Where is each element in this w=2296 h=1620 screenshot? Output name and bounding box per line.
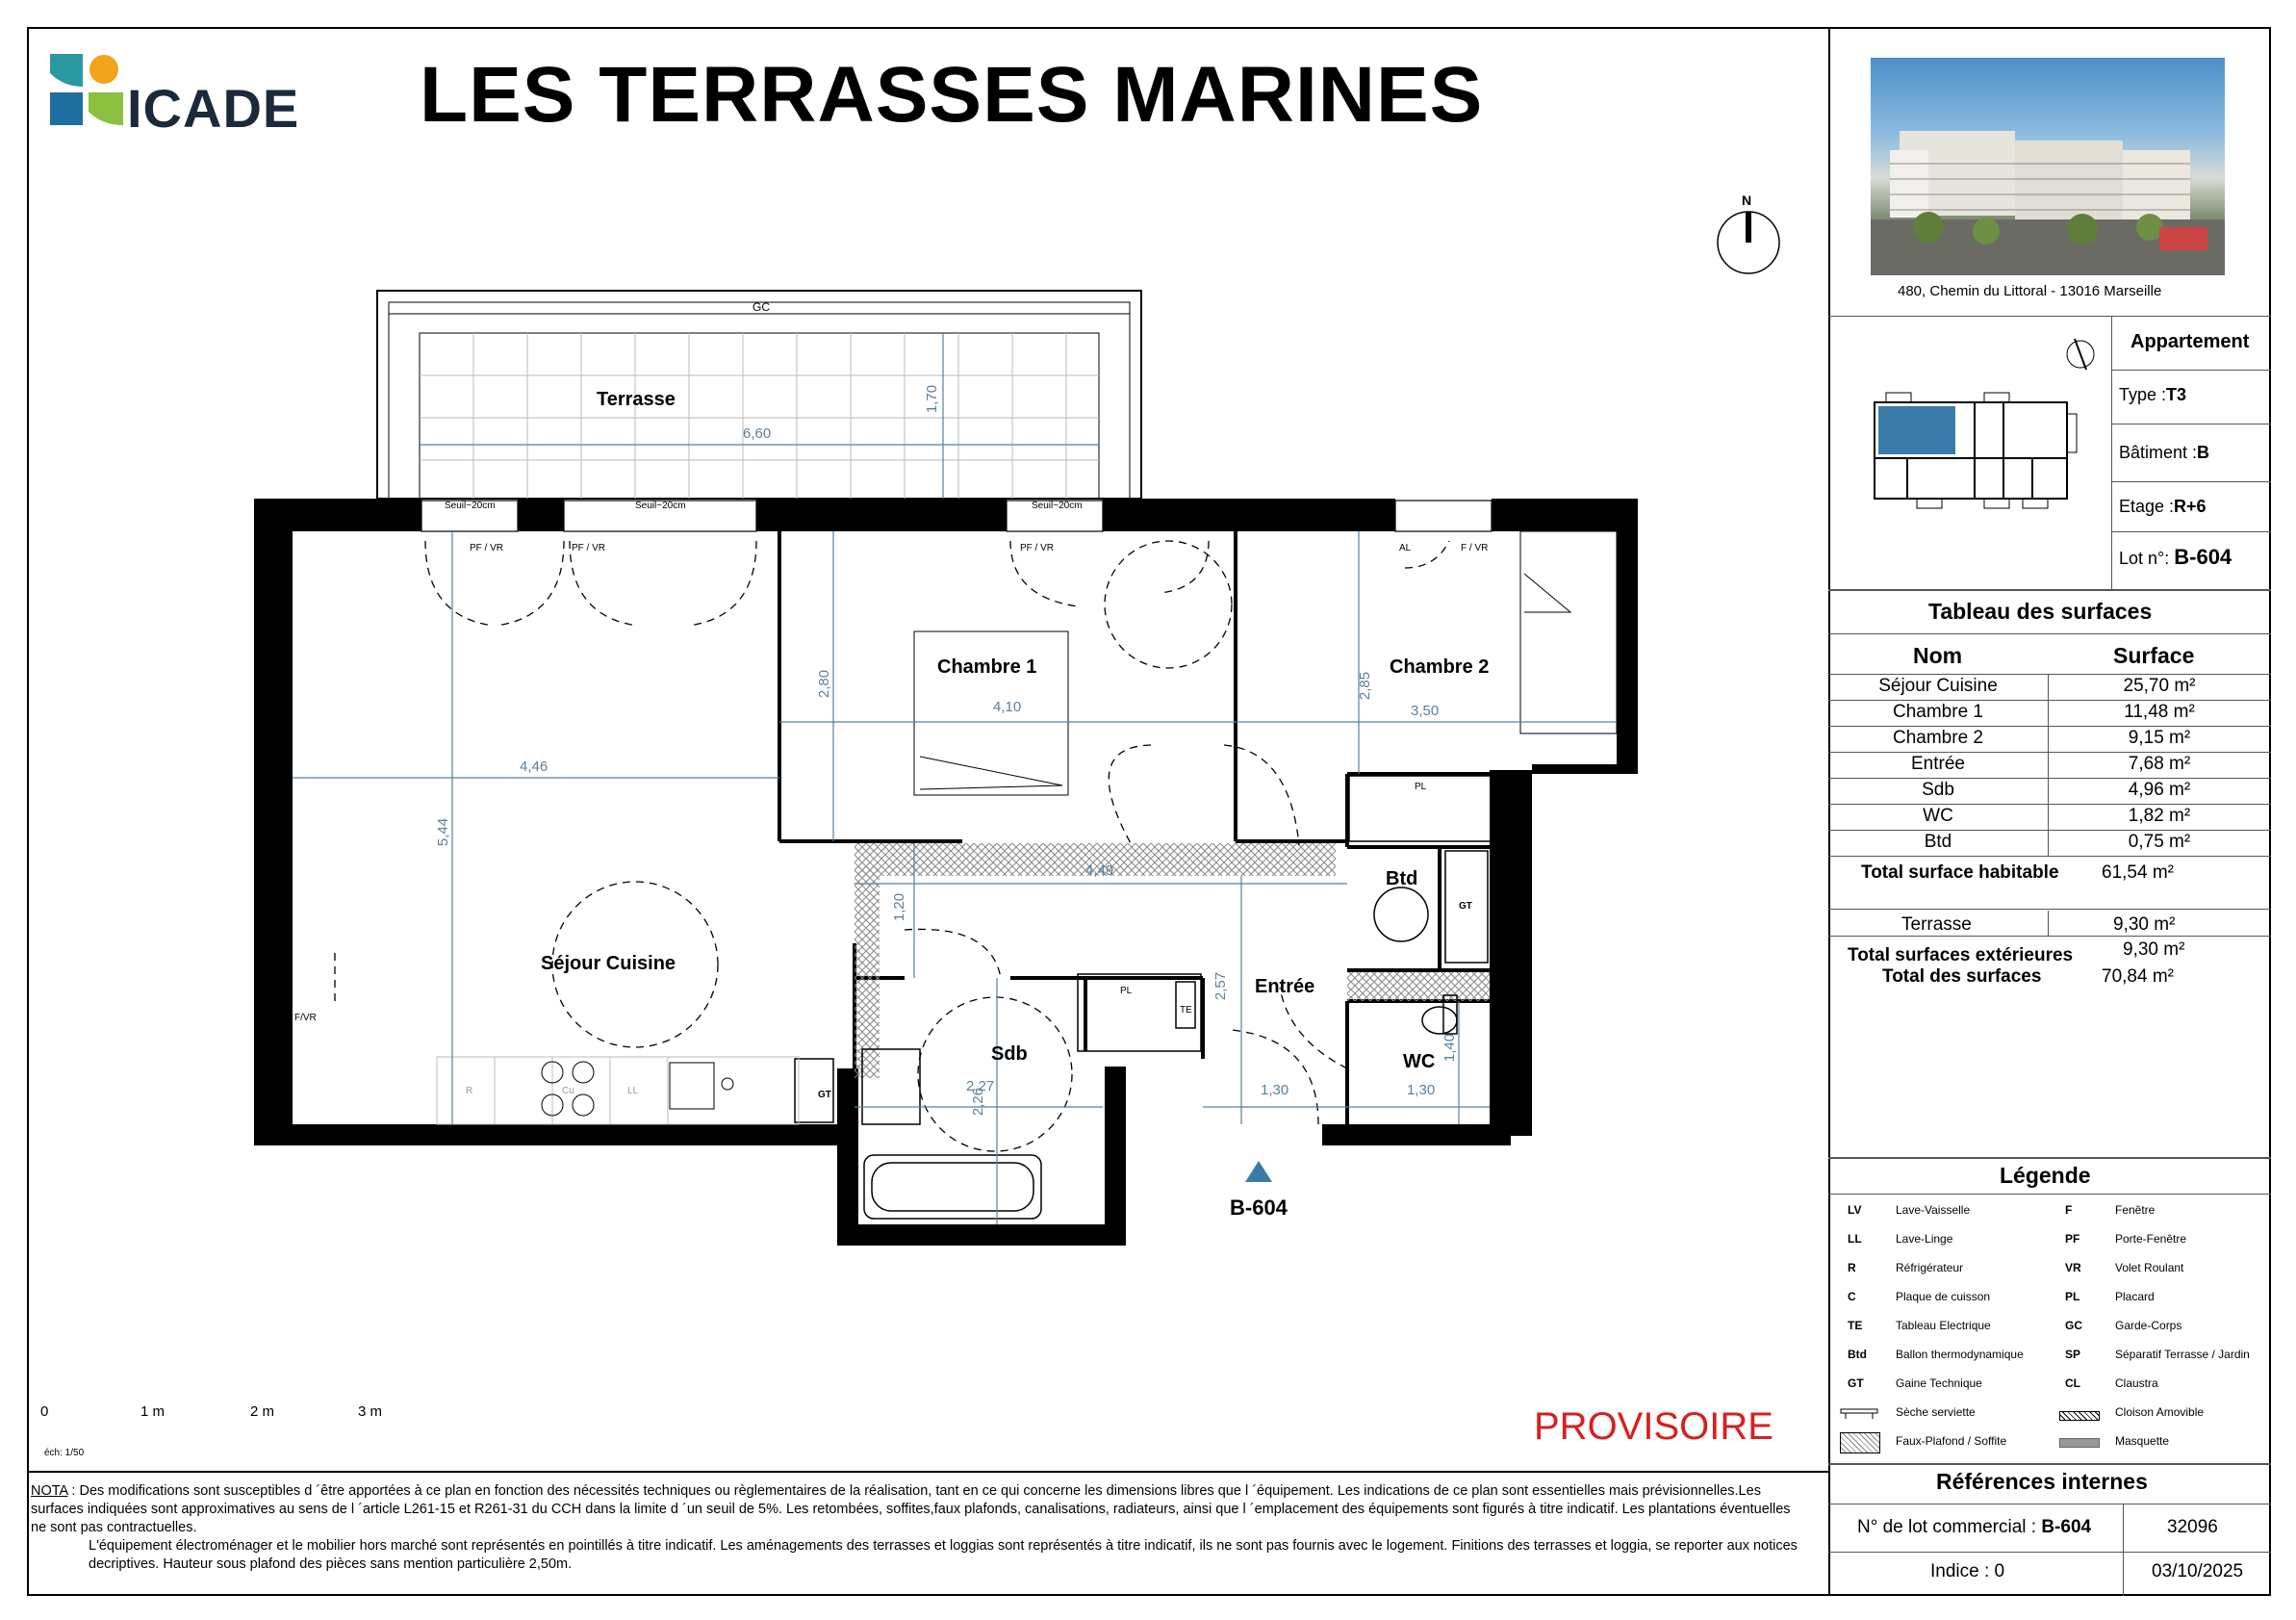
divider-photo [1828,316,2271,317]
divider-surf-total [1828,909,2271,910]
legend-key: LV [1848,1203,1862,1217]
legend-key: VR [2065,1261,2081,1274]
apt-batiment [2119,443,2209,463]
legend-value: Plaque de cuisson [1896,1290,1991,1303]
room-label-wc: WC [1403,1051,1436,1072]
refs-lot [1857,1517,2091,1538]
dim-couloir-h: 1,20 [891,892,908,922]
label-te: TE [1180,1005,1192,1016]
legend-key: SP [2065,1348,2081,1361]
masquette-icon [2059,1438,2100,1448]
legend-value: Fenêtre [2115,1203,2156,1217]
label-gc: GC [753,300,770,314]
faux-plafond-icon [1840,1432,1880,1453]
label-cu: Cu [562,1086,574,1096]
divider-surf-2 [1828,674,2271,675]
dim-terrasse-w: 6,60 [743,425,772,442]
dim-couloir-w: 4,49 [1085,862,1114,879]
surface-row-nom: Séjour Cuisine [1878,676,1998,696]
building-photo [1871,58,2225,275]
seche-serviette-icon [1840,1407,1878,1419]
surfaces-col-nom: Nom [1913,643,1963,668]
dim-ch2-h: 2,85 [1357,671,1374,701]
scale-tick-3: 3 m [358,1403,383,1420]
dim-sejour-h: 5,44 [435,817,452,847]
legend-value: Sèche serviette [1896,1405,1976,1419]
label-pl-1: PL [1415,782,1427,792]
surface-row-value: 0,75 m² [2128,832,2191,852]
legend-key: F [2065,1203,2073,1217]
surface-row-nom: Chambre 1 [1893,702,1983,722]
legend-value: Volet Roulant [2115,1261,2184,1274]
legend-key: Btd [1848,1348,1867,1361]
legend-value: Garde-Corps [2115,1319,2182,1332]
label-pfvr-2: PF / VR [572,543,606,553]
note-paragraph-1: : Des modifications sont susceptibles d ´être apportées à ce plan en fonction des nécessités techniques ou règlementaires de la réalisation, tant en ce qui concerne les dimensions libres que l ´équipement. Les indications de ce plan sont essentielles mais prévisionnelles.Les surfaces indiquées sont approximatives au sens de l ´article L261-15 et R261-31 du CCH dans la limite d ´un seuil de 5%. Les retombées, soffites,faux plafonds, canalisations, radiateurs, ainsi que l ´emplacement des équipements sont figurés à titre indicatif. Les plantations éventuelles ne sont pas contractuelles. [31,1483,1791,1535]
label-gt-2: GT [818,1090,831,1100]
total-hab-value: 61,54 m² [2102,862,2174,883]
legend-value: Claustra [2115,1376,2158,1390]
room-label-terrasse: Terrasse [597,389,676,410]
surface-row-value: 1,82 m² [2128,806,2191,826]
label-seuil-1: Seuil~20cm [445,501,496,511]
surface-row-value: 11,48 m² [2124,702,2195,722]
dim-entree-w: 1,30 [1261,1082,1289,1098]
divider-surf-1 [1828,633,2271,634]
dim-wc-w: 1,30 [1407,1082,1436,1098]
legend-value: Cloison Amovible [2115,1405,2205,1419]
note-block [31,1482,1801,1574]
note-divider [27,1471,1828,1473]
apt-batiment-label: Bâtiment : [2119,443,2198,462]
page-title: LES TERRASSES MARINES [420,51,1484,139]
surface-row-nom: Chambre 2 [1893,728,1983,748]
surface-row-value: 7,68 m² [2128,754,2191,774]
total-ext-label: Total surfaces extérieures [1848,945,2074,965]
scale-tick-0: 0 [40,1403,49,1420]
apt-etage [2119,497,2207,517]
legend-key: GT [1848,1376,1864,1390]
lot-marker-icon [1245,1161,1272,1182]
legend-value: Placard [2115,1290,2155,1303]
scale-tick-2: 2 m [250,1403,275,1420]
scale-ech: éch: 1/50 [44,1448,85,1458]
surface-row-nom: Entrée [1911,754,1965,774]
apt-type-label: Type : [2119,385,2167,404]
total-hab-label: Total surface habitable [1861,862,2059,883]
divider-legend-1 [1828,1194,2271,1195]
legend-value: Lave-Linge [1896,1232,1953,1246]
dim-wc-h: 1,40 [1441,1033,1459,1063]
total-value: 70,84 m² [2102,966,2174,987]
terrasse-value: 9,30 m² [2113,914,2176,935]
divider-surf-terr [1828,936,2271,937]
total-ext-value: 9,30 m² [2123,939,2185,960]
label-pfvr-3: PF / VR [1020,543,1055,553]
surfaces-col-surface: Surface [2113,643,2195,668]
label-fvr-side: F/VR [294,1013,317,1023]
legend-key: C [1848,1290,1856,1303]
surface-row-divider [1828,856,2271,857]
surface-row-value: 9,15 m² [2128,728,2191,748]
terrasse-label: Terrasse [1901,914,1972,935]
logo-text: ICADE [127,78,300,139]
legend-value: Gaine Technique [1896,1376,1982,1390]
divider-refs-2 [1828,1552,2271,1553]
room-label-entree: Entrée [1255,976,1315,997]
legend-value: Tableau Electrique [1896,1319,1991,1332]
surfaces-heading: Tableau des surfaces [1928,599,2153,624]
legend-key: TE [1848,1319,1863,1332]
divider-refs-col [2123,1504,2124,1596]
total-label: Total des surfaces [1882,966,2042,987]
surface-row-nom: Sdb [1922,780,1954,800]
dim-ch1-w: 4,10 [993,699,1022,715]
surface-row-value: 4,96 m² [2128,780,2191,800]
dim-entree-h: 2,57 [1212,971,1230,1001]
apt-lot-label: Lot n°: [2119,549,2170,568]
divider-apt-1 [2111,370,2271,371]
room-label-chambre2: Chambre 2 [1390,656,1490,678]
legend-value: Porte-Fenêtre [2115,1232,2187,1246]
refs-date: 03/10/2025 [2152,1561,2244,1581]
terrasse-area [377,291,1141,499]
divider-apt-4 [2111,531,2271,532]
dim-ch2-w: 3,50 [1411,703,1440,719]
dim-sejour-w: 4,46 [520,759,548,775]
label-seuil-3: Seuil~20cm [1032,501,1083,511]
legend-key: LL [1848,1232,1862,1246]
label-al: AL [1399,543,1412,553]
divider-surf-col-2 [2048,911,2049,936]
refs-heading: Références internes [1936,1469,2148,1494]
room-label-sejour: Séjour Cuisine [541,953,676,974]
legend-key: GC [2065,1319,2082,1332]
divider-apt-3 [2111,481,2271,482]
room-label-chambre1: Chambre 1 [937,656,1037,678]
refs-code: 32096 [2167,1517,2218,1537]
surface-row-divider [1828,804,2271,805]
apt-etage-label: Etage : [2119,497,2175,516]
note-paragraph-2: L'équipement électroménager et le mobilier hors marché sont représentés en pointillés à titre indicatif. Les aménagements des terrasses et loggias sont représentés à titre indicatif, ils ne sont pas fournis avec le logement. Finitions des terrasses et loggia, se reporter aux notices decriptives. Hauteur sous plafond des pièces sans mention particulière 2,50m. [89,1538,1798,1572]
cloison-amovible-icon [2059,1411,2100,1421]
legend-key: CL [2065,1376,2080,1390]
label-pl-2: PL [1120,986,1133,996]
surface-row-divider [1828,752,2271,753]
label-r: R [466,1086,473,1096]
provisoire-stamp: PROVISOIRE [1534,1405,1773,1448]
scale-tick-1: 1 m [140,1403,166,1420]
dim-sdb-w: 2,27 [966,1078,995,1094]
apt-etage-value: R+6 [2174,497,2207,516]
dim-ch1-h: 2,80 [816,669,833,699]
address: 480, Chemin du Littoral - 13016 Marseille [1898,283,2162,299]
refs-lot-label: N° de lot commercial : [1857,1517,2037,1537]
refs-indice [1930,1561,2004,1582]
room-label-sdb: Sdb [991,1043,1028,1065]
surface-row-divider [1828,700,2271,701]
north-label: N [1742,193,1752,208]
dim-terrasse-h: 1,70 [924,384,941,414]
apt-batiment-value: B [2197,443,2210,462]
legend-value: Ballon thermodynamique [1896,1348,2024,1361]
label-pfvr-1: PF / VR [470,543,504,553]
lot-marker-label: B-604 [1230,1196,1288,1220]
divider-legend-top [1828,1157,2271,1159]
divider-apt [2111,316,2112,589]
legend-key: PF [2065,1232,2080,1246]
legend-key: R [1848,1261,1856,1274]
legend-value: Faux-Plafond / Soffite [1896,1434,2007,1448]
label-seuil-2: Seuil~20cm [635,501,686,511]
room-label-btd: Btd [1386,868,1418,889]
legend-value: Séparatif Terrasse / Jardin [2115,1348,2250,1361]
refs-indice-label: Indice : [1930,1561,1990,1581]
refs-lot-value: B-604 [2041,1517,2092,1537]
surface-row-nom: WC [1923,806,1953,826]
legend-value: Réfrigérateur [1896,1261,1964,1274]
divider-refs-top [1828,1463,2271,1465]
key-plan [1869,387,2086,522]
surface-row-value: 25,70 m² [2123,676,2196,696]
compass-icon [2063,333,2098,372]
apt-lot [2119,545,2232,570]
legend-value: Masquette [2115,1434,2170,1448]
label-fvr: F / VR [1461,543,1489,553]
label-gt-1: GT [1459,901,1472,912]
refs-indice-value: 0 [1994,1561,2005,1581]
dim-sdb-h: 2,26 [970,1087,987,1117]
apt-heading: Appartement [2130,331,2250,352]
surface-row-divider [1828,830,2271,831]
note-label: NOTA [31,1483,68,1499]
legend-heading: Légende [2000,1163,2091,1188]
apt-lot-value: B-604 [2174,545,2232,569]
surface-row-nom: Btd [1924,832,1952,852]
label-ll: LL [627,1086,639,1096]
legend-key: PL [2065,1290,2080,1303]
divider-surfaces-top [1828,589,2271,591]
apt-type [2119,385,2186,405]
apt-type-value: T3 [2166,385,2187,404]
legend-value: Lave-Vaisselle [1896,1203,1971,1217]
surface-row-divider [1828,726,2271,727]
surface-row-divider [1828,778,2271,779]
